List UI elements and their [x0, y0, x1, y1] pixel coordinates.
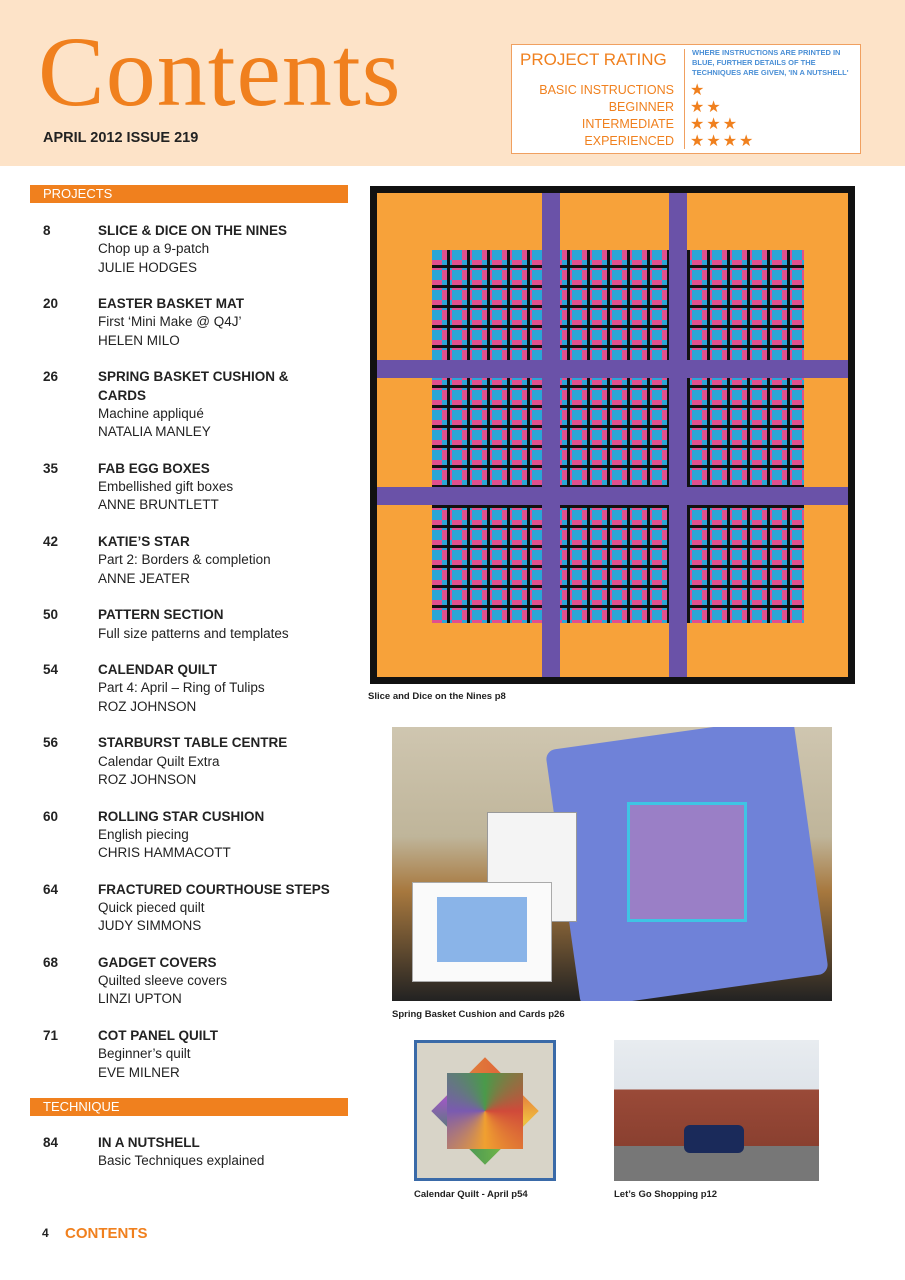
item-desc: Embellished gift boxes [98, 479, 234, 495]
technique-heading: TECHNIQUE [30, 1098, 348, 1116]
item-desc: First ‘Mini Make @ Q4J’ [98, 314, 242, 330]
item-desc: Beginner’s quilt [98, 1046, 191, 1062]
list-item[interactable] [43, 734, 363, 789]
list-item[interactable] [43, 295, 363, 350]
page-title: Contents [38, 16, 402, 127]
item-desc: Part 2: Borders & completion [98, 552, 271, 568]
projects-list [43, 222, 363, 1100]
star-icon: ★★ [690, 99, 723, 116]
project-rating-box [511, 44, 861, 154]
shopping-photo [614, 1040, 819, 1181]
calendar-quilt-photo [414, 1040, 556, 1181]
list-item[interactable] [43, 954, 363, 1009]
item-title: FAB EGG BOXES [98, 460, 210, 476]
rating-note: WHERE INSTRUCTIONS ARE PRINTED IN BLUE, FURTHER DETAILS OF THE TECHNIQUES ARE GIVEN, 'IN A NUTSHELL' [692, 48, 849, 77]
item-title: EASTER BASKET MAT [98, 296, 245, 312]
list-item[interactable] [43, 222, 363, 277]
list-item[interactable] [43, 881, 363, 936]
divider [684, 49, 685, 149]
technique-list [43, 1134, 363, 1189]
star-icon: ★★★★ [690, 133, 756, 150]
cushion-photo [392, 727, 832, 1001]
item-desc: Quick pieced quilt [98, 899, 205, 915]
item-desc: English piecing [98, 826, 189, 842]
page-number: 20 [43, 296, 59, 312]
item-title: PATTERN SECTION [98, 607, 224, 623]
item-author: EVE MILNER [98, 1064, 180, 1080]
item-author: ROZ JOHNSON [98, 698, 197, 714]
quilt-photo [370, 186, 855, 684]
page-number: 56 [43, 735, 59, 751]
item-author: ANNE BRUNTLETT [98, 497, 219, 513]
item-title: FRACTURED COURTHOUSE STEPS [98, 881, 330, 897]
rating-level: BEGINNER [608, 100, 674, 114]
rating-level: INTERMEDIATE [581, 117, 674, 131]
item-author: LINZI UPTON [98, 991, 182, 1007]
item-title: GADGET COVERS [98, 954, 217, 970]
list-item[interactable] [43, 533, 363, 588]
caption: Let’s Go Shopping p12 [614, 1189, 718, 1200]
page-number: 8 [43, 223, 51, 238]
item-desc: Machine appliqué [98, 405, 204, 421]
caption: Calendar Quilt - April p54 [414, 1189, 528, 1200]
item-title: IN A NUTSHELL [98, 1135, 200, 1150]
item-title: COT PANEL QUILT [98, 1028, 218, 1044]
item-author: NATALIA MANLEY [98, 424, 211, 440]
list-item[interactable] [43, 368, 363, 441]
page-number: 54 [43, 662, 59, 678]
projects-heading: PROJECTS [30, 185, 348, 203]
item-desc: Quilted sleeve covers [98, 973, 228, 989]
page-number: 4 [42, 1226, 49, 1240]
item-author: ANNE JEATER [98, 570, 191, 586]
page-number: 84 [43, 1135, 59, 1150]
list-item[interactable] [43, 1027, 363, 1082]
page-number: 26 [43, 369, 59, 385]
item-title: SLICE & DICE ON THE NINES [98, 223, 288, 238]
footer-label: CONTENTS [65, 1225, 148, 1242]
item-title: ROLLING STAR CUSHION [98, 808, 265, 824]
caption: Spring Basket Cushion and Cards p26 [392, 1009, 565, 1020]
star-icon: ★★★ [690, 116, 740, 133]
list-item[interactable] [43, 661, 363, 716]
page-number: 42 [43, 534, 59, 550]
page-number: 60 [43, 808, 59, 824]
item-author: ROZ JOHNSON [98, 771, 197, 787]
page-number: 64 [43, 881, 59, 897]
header [0, 0, 905, 166]
item-title: STARBURST TABLE CENTRE [98, 735, 288, 751]
item-author: CHRIS HAMMACOTT [98, 845, 231, 861]
item-title: CALENDAR QUILT [98, 662, 217, 678]
item-desc: Basic Techniques explained [98, 1153, 265, 1169]
page-number: 68 [43, 954, 59, 970]
item-desc: Chop up a 9-patch [98, 241, 210, 257]
item-desc: Full size patterns and templates [98, 625, 289, 641]
star-icon: ★ [690, 82, 707, 99]
item-title: SPRING BASKET CUSHION & CARDS [98, 369, 289, 403]
caption: Slice and Dice on the Nines p8 [368, 691, 506, 702]
item-author: HELEN MILO [98, 332, 180, 348]
page-number: 71 [43, 1028, 59, 1044]
item-author: JULIE HODGES [98, 259, 198, 275]
item-author: JUDY SIMMONS [98, 918, 202, 934]
list-item[interactable] [43, 606, 363, 643]
rating-level: BASIC INSTRUCTIONS [539, 83, 674, 97]
list-item[interactable] [43, 460, 363, 515]
list-item[interactable] [43, 808, 363, 863]
item-desc: Calendar Quilt Extra [98, 753, 220, 769]
item-desc: Part 4: April – Ring of Tulips [98, 680, 265, 696]
item-title: KATIE’S STAR [98, 534, 190, 550]
rating-title: PROJECT RATING [520, 50, 667, 69]
list-item[interactable] [43, 1134, 363, 1171]
rating-level: EXPERIENCED [584, 134, 674, 148]
page-number: 35 [43, 460, 59, 476]
page-number: 50 [43, 607, 59, 623]
issue-label: APRIL 2012 ISSUE 219 [43, 130, 199, 146]
